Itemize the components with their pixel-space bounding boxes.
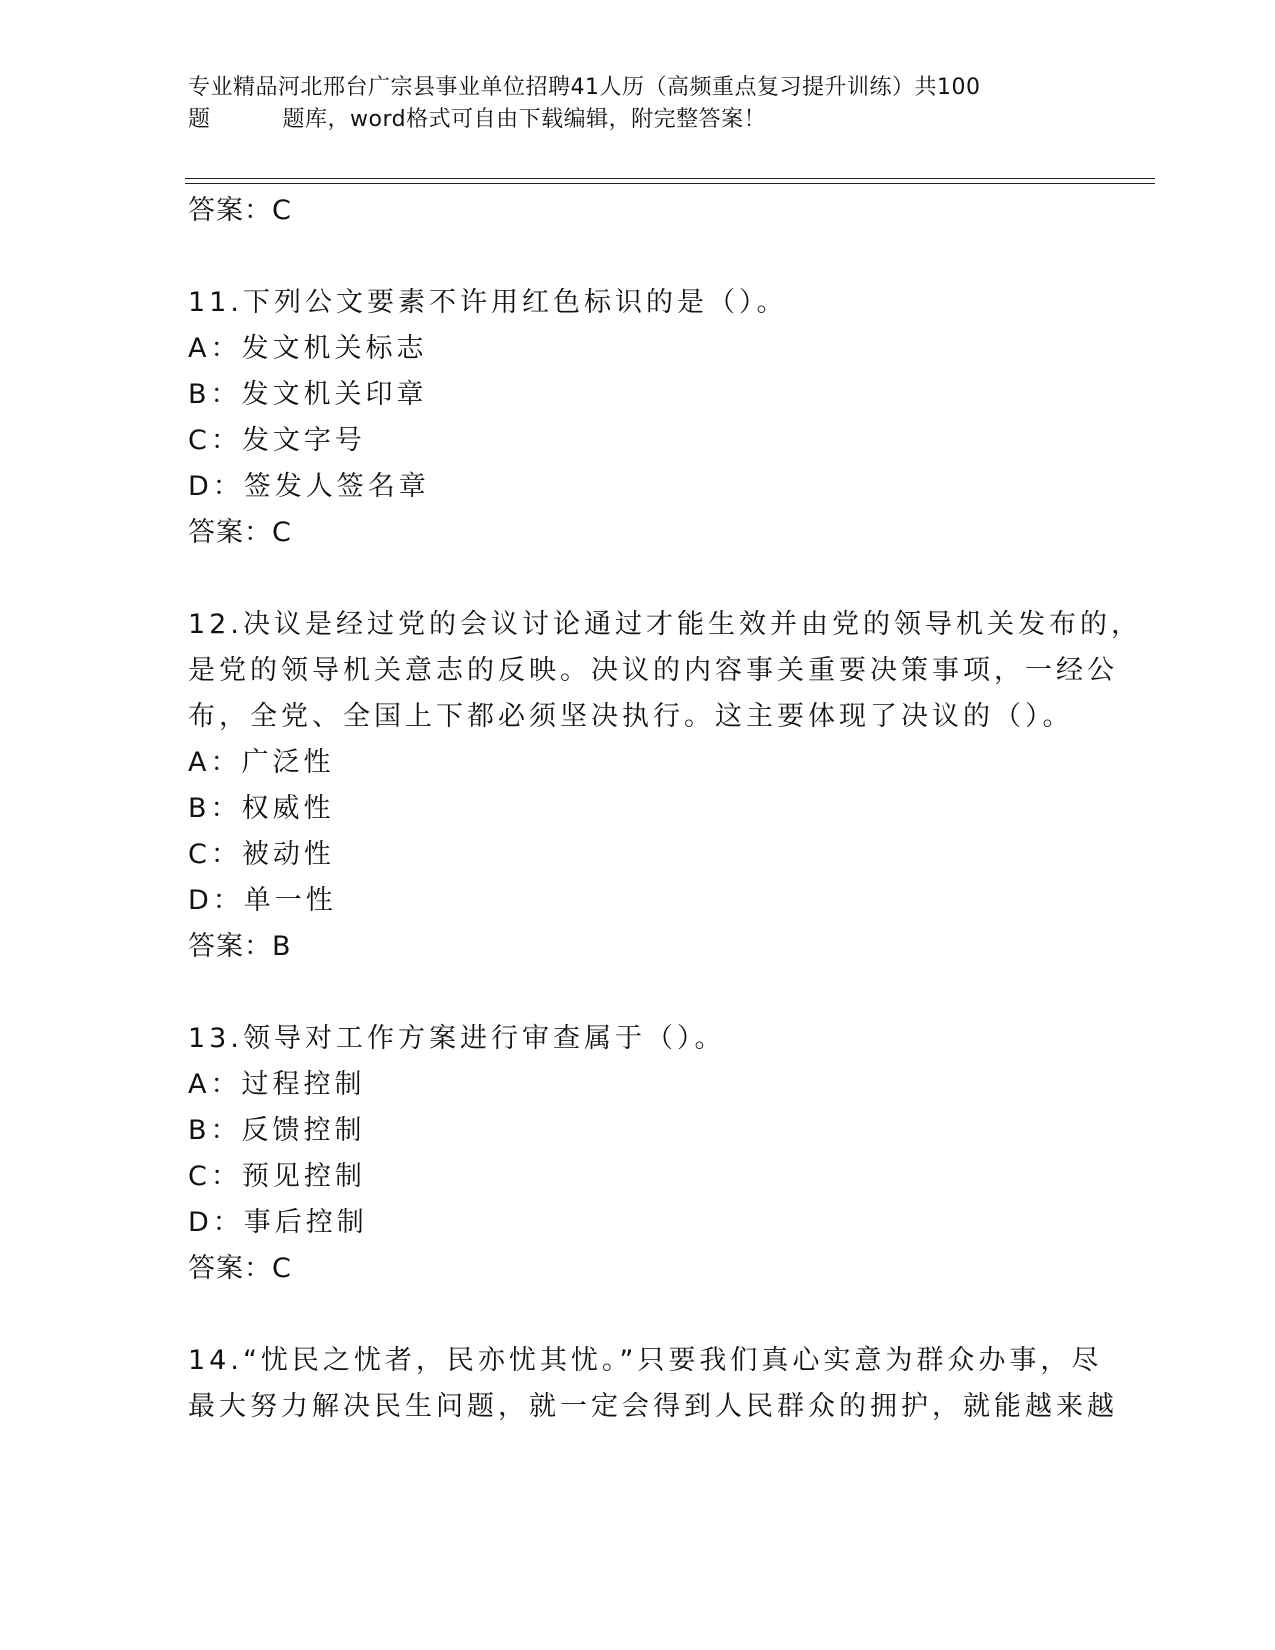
- question-stem-line-2: 最大努力解决民生问题，就一定会得到人民群众的拥护，就能越来越: [188, 1391, 1118, 1422]
- option-a: A：过程控制: [188, 1069, 366, 1100]
- header-title-line-1: 专业精品河北邢台广宗县事业单位招聘41人历（高频重点复习提升训练）共100: [188, 75, 981, 100]
- option-b: B：发文机关印章: [188, 379, 428, 410]
- option-d: D：事后控制: [188, 1207, 368, 1238]
- page-header: [188, 72, 1118, 136]
- question-13: [188, 1016, 1148, 1292]
- option-c: C：被动性: [188, 839, 335, 870]
- answer: 答案：C: [188, 1253, 292, 1284]
- question-12: [188, 602, 1148, 970]
- question-stem-line-1: 12.决议是经过党的会议讨论通过才能生效并由党的领导机关发布的，: [188, 609, 1142, 640]
- option-b: B：权威性: [188, 793, 335, 824]
- option-a: A：广泛性: [188, 747, 335, 778]
- question-stem: 11.下列公文要素不许用红色标识的是（）。: [188, 287, 788, 318]
- answer-prev: 答案：C: [188, 195, 292, 226]
- option-d: D：单一性: [188, 885, 337, 916]
- header-title-line-2: [188, 104, 1118, 136]
- answer: 答案：C: [188, 517, 292, 548]
- option-b: B：反馈控制: [188, 1115, 366, 1146]
- question-14: [188, 1338, 1148, 1430]
- question-list: [188, 188, 1148, 1430]
- option-a: A：发文机关标志: [188, 333, 428, 364]
- header-title-rest: 题库，word格式可自由下载编辑，附完整答案！: [282, 107, 767, 132]
- answer: 答案：B: [188, 931, 292, 962]
- header-divider-top: [185, 178, 1155, 179]
- question-stem-line-2: 是党的领导机关意志的反映。决议的内容事关重要决策事项，一经公: [188, 655, 1118, 686]
- header-title-fragment: 题: [188, 107, 211, 132]
- option-c: C：预见控制: [188, 1161, 366, 1192]
- option-d: D：签发人签名章: [188, 471, 430, 502]
- header-divider-bottom: [185, 183, 1155, 184]
- question-stem-line-1: 14.“忧民之忧者，民亦忧其忧。”只要我们真心实意为群众办事，尽: [188, 1345, 1103, 1376]
- question-stem-line-3: 布，全党、全国上下都必须坚决执行。这主要体现了决议的（）。: [188, 701, 1074, 732]
- question-stem: 13.领导对工作方案进行审查属于（）。: [188, 1023, 726, 1054]
- option-c: C：发文字号: [188, 425, 366, 456]
- question-11: [188, 280, 1148, 556]
